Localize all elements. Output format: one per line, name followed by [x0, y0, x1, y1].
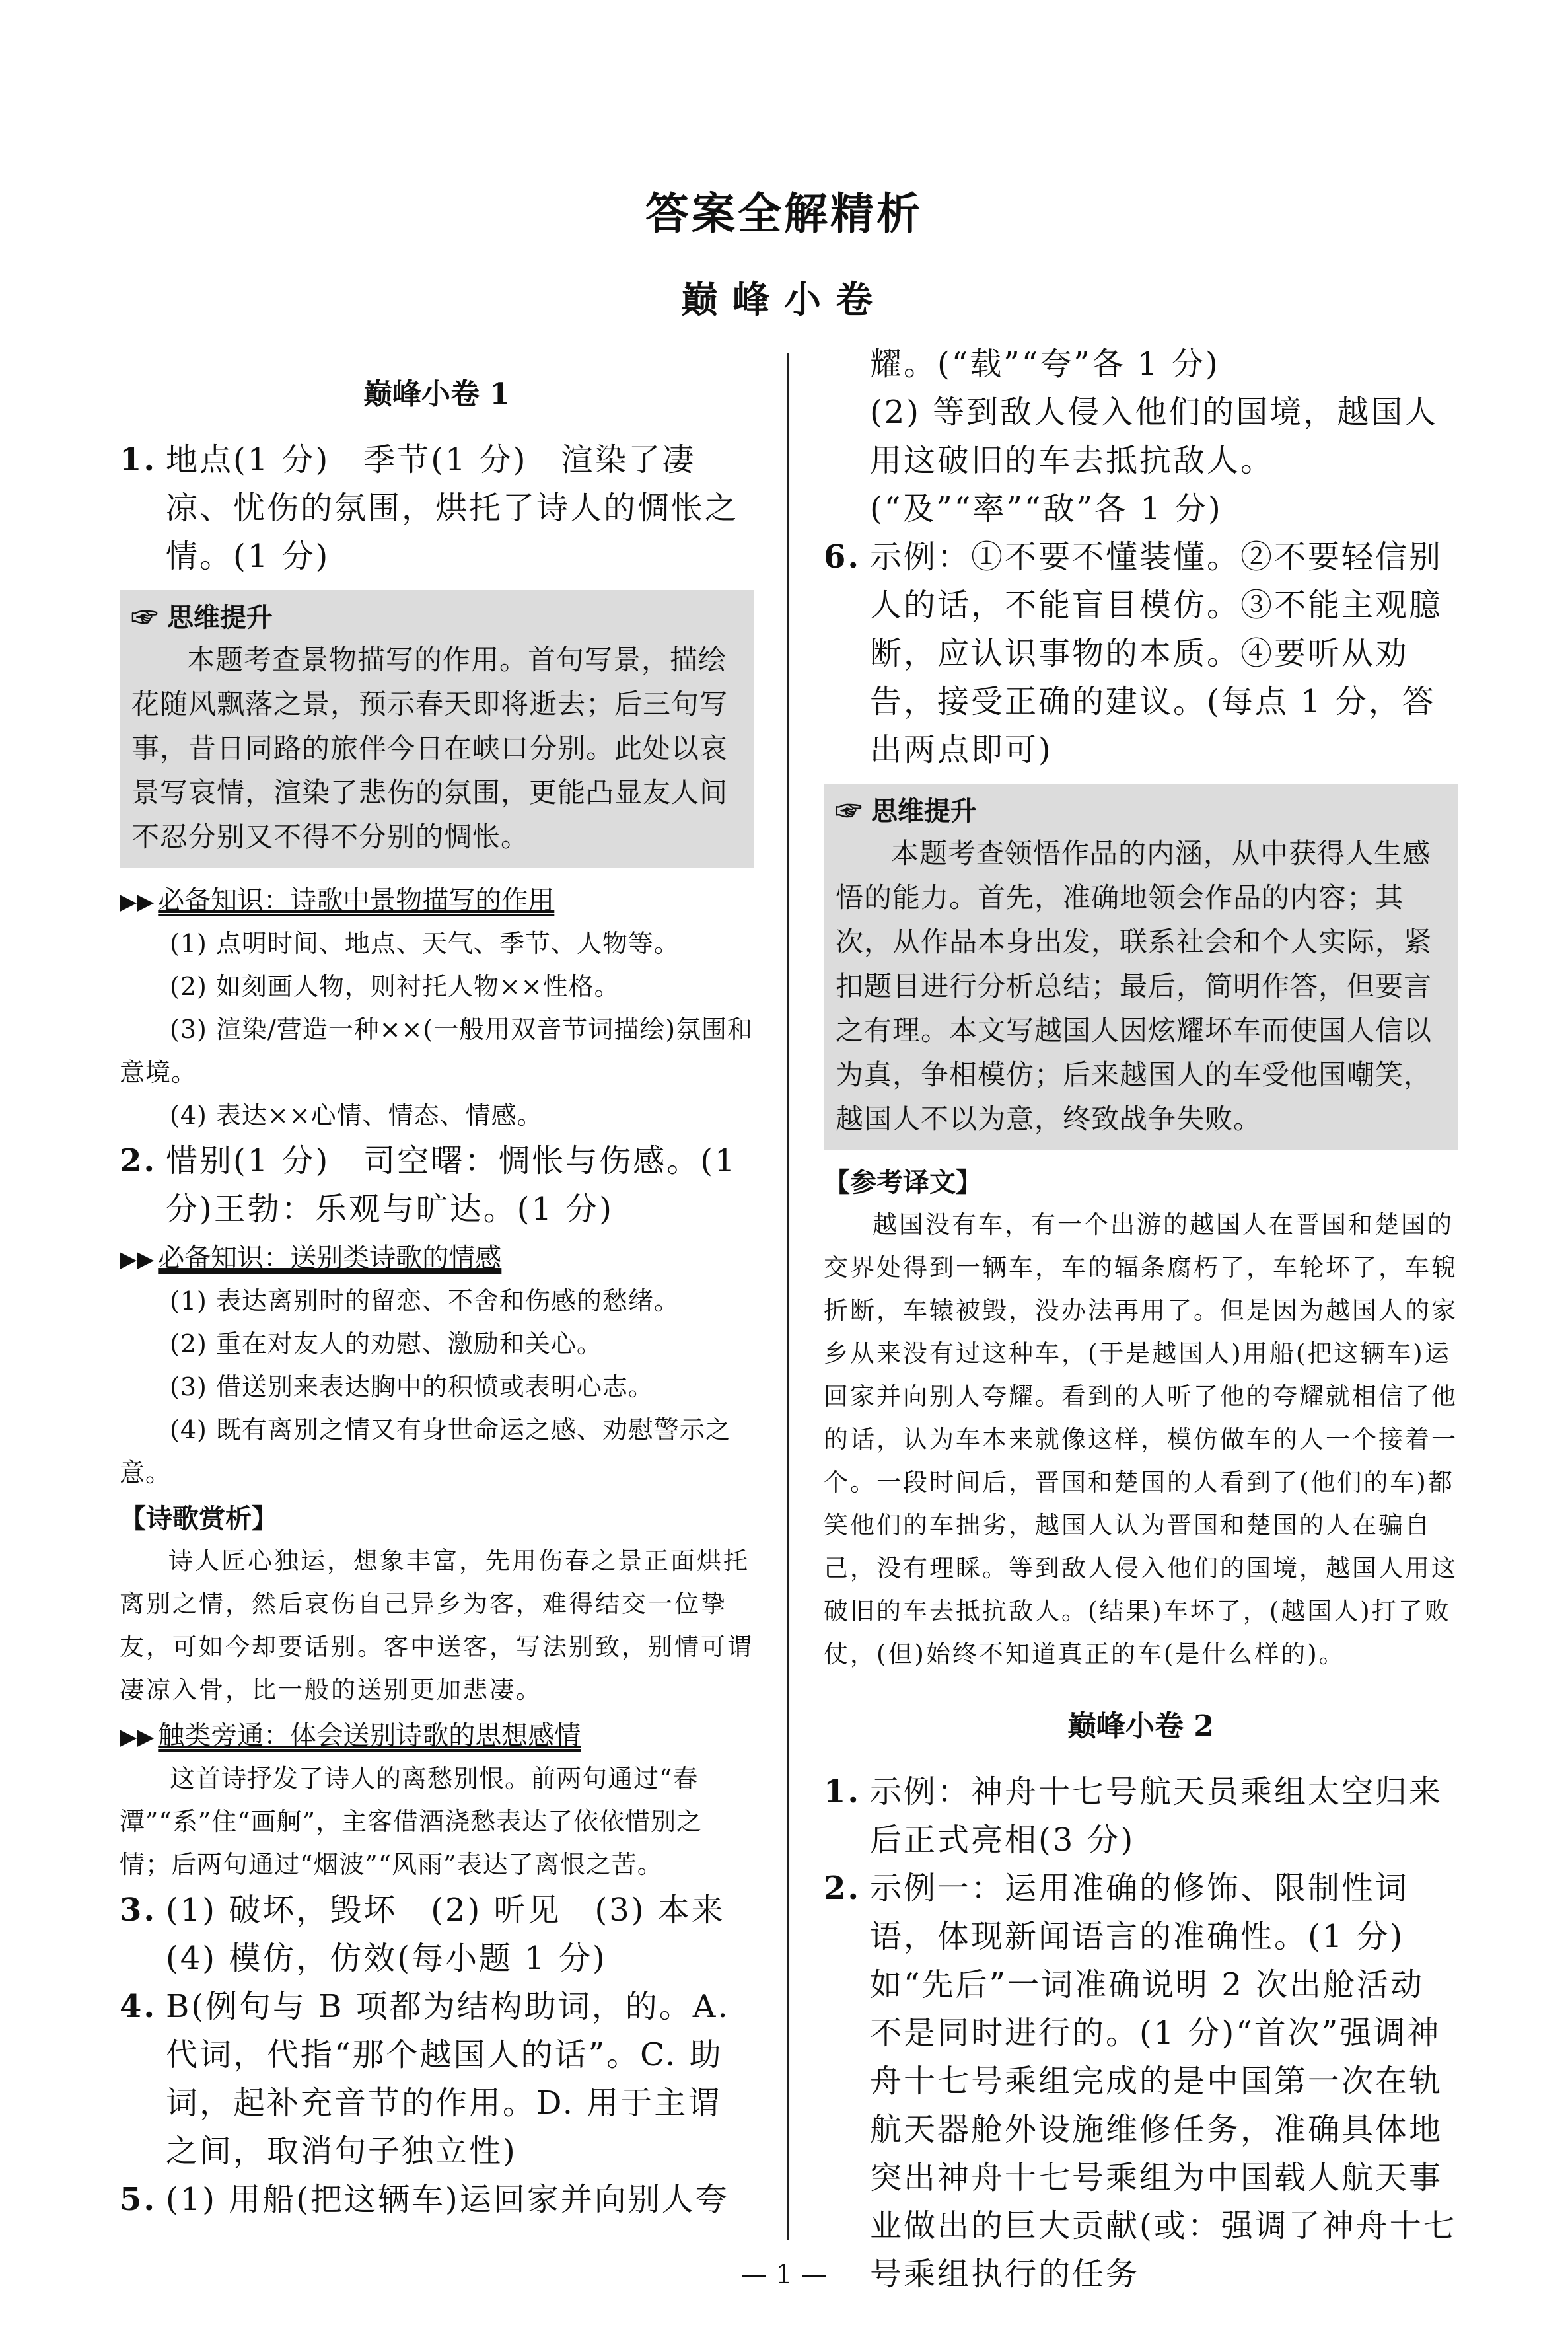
question-answer: [120, 1983, 754, 2176]
question-number: 2.: [120, 1142, 157, 1179]
paper-heading: 巅峰小卷 2: [1067, 1709, 1214, 1743]
question-answer: [120, 2176, 754, 2224]
answer-text: 示例：①不要不懂装懂。②不要轻信别人的话，不能盲目模仿。③不能主观臆断，应认识事物的本质。④要听从劝告，接受正确的建议。(每点 1 分，答出两点即可): [870, 538, 1443, 768]
knowledge-header: [120, 1237, 754, 1280]
question-answer: [120, 1137, 754, 1234]
thinking-box-text: 本题考查景物描写的作用。首句写景，描绘花随风飘落之景，预示春天即将逝去；后三句写事，昔日同路的旅伴今日在峡口分别。此处以哀景写哀情，渲染了悲伤的氛围，更能凸显友人间不忍分别又不得不分别的惆怅。: [131, 644, 729, 853]
knowledge-item: (1) 表达离别时的留恋、不舍和伤感的愁绪。: [170, 1286, 680, 1315]
question-number: 5.: [120, 2181, 157, 2218]
answer-continuation: (2) 等到敌人侵入他们的国境，越国人用这破旧的车去抵抗敌人。(“及”“率”“敌”各 1 分): [870, 394, 1439, 527]
thinking-box-title: [836, 792, 1447, 831]
thumb-icon: ☞: [131, 602, 167, 633]
knowledge-title: 触类旁通：体会送别诗歌的思想感情: [158, 1720, 581, 1751]
answer-text: 惜别(1 分) 司空曙：惆怅与伤感。(1 分)王勃：乐观与旷达。(1 分): [166, 1142, 737, 1228]
knowledge-item: (1) 点明时间、地点、天气、季节、人物等。: [170, 929, 680, 958]
question-answer: [120, 1886, 759, 1983]
question-number: 1.: [824, 1773, 861, 1810]
paragraph: 诗人匠心独运，想象丰富，先用伤春之景正面烘托离别之情，然后哀伤自己异乡为客，难得结交一位挚友，可如今却要话别。客中送客，写法别致，别情可谓凄凉入骨，比一般的送别更加悲凄。: [120, 1547, 754, 1704]
thinking-box: [824, 784, 1458, 1150]
knowledge-header: [120, 880, 754, 922]
page-title: 答案全解精析: [645, 188, 923, 239]
knowledge-item: (4) 既有离别之情又有身世命运之感、劝慰警示之意。: [120, 1415, 731, 1487]
paper-heading: 巅峰小卷 1: [363, 377, 510, 411]
paragraph: 越国没有车，有一个出游的越国人在晋国和楚国的交界处得到一辆车，车的辐条腐朽了，车轮坏了，车𫐐折断，车辕被毁，没办法再用了。但是因为越国人的家乡从来没有过这种车，(于是越国人)用船(把这辆车)运回家并向别人夸耀。看到的人听了他的夸耀就相信了他的话，认为车本来就像这样，模仿做车的人一个接着一个。一段时间后，晋国和楚国的人看到了(他们的车)都笑他们的车拙劣，越国人认为晋国和楚国的人在骗自己，没有理睬。等到敌人侵入他们的国境，越国人用这破旧的车去抵抗敌人。(结果)车坏了，(越国人)打了败仗，(但)始终不知道真正的车(是什么样的)。: [824, 1210, 1458, 1668]
question-answer: [824, 533, 1458, 774]
question-answer: [824, 1864, 1458, 2299]
section-title: 巅峰小卷: [681, 278, 887, 322]
answer-text: 示例一：运用准确的修饰、限制性词语，体现新闻语言的准确性。(1 分)如“先后”一词准确说明 2 次出舱活动不是同时进行的。(1 分)“首次”强调神舟十七号乘组完成的是中国第一次在轨航天器舱外设施维修任务，准确具体地突出神舟十七号乘组为中国载人航天事业做出的巨大贡献(或：强调了神舟十七号乘组执行的任务: [870, 1870, 1457, 2293]
knowledge-item: (3) 渲染/营造一种××(一般用双音节词描绘)氛围和意境。: [120, 1015, 754, 1087]
thinking-box: [120, 590, 754, 868]
answer-text: (1) 破坏，毁坏 (2) 听见 (3) 本来 (4) 模仿，仿效(每小题 1 分): [166, 1892, 759, 1977]
knowledge-item: (2) 重在对友人的劝慰、激励和关心。: [170, 1329, 602, 1358]
page-number: — 1 —: [740, 2260, 828, 2290]
knowledge-header: [120, 1715, 754, 1757]
question-number: 1.: [120, 441, 157, 478]
knowledge-item: (4) 表达××心情、情态、情感。: [170, 1101, 543, 1130]
answer-text: (1) 用船(把这辆车)运回家并向别人夸: [166, 2181, 729, 2218]
knowledge-title: 必备知识：送别类诗歌的情感: [158, 1243, 502, 1273]
knowledge-item: (3) 借送别来表达胸中的积愤或表明心志。: [170, 1372, 654, 1401]
thinking-box-text: 本题考查领悟作品的内涵，从中获得人生感悟的能力。首先，准确地领会作品的内容；其次，从作品本身出发，联系社会和个人实际，紧扣题目进行分析总结；最后，简明作答，但要言之有理。本文写越国人因炫耀坏车而使国人信以为真，争相模仿；后来越国人的车受他国嘲笑，越国人不以为意，终致战争失败。: [836, 837, 1433, 1135]
thinking-box-title: [131, 598, 743, 638]
double-arrow-icon: ▶▶: [120, 889, 155, 915]
knowledge-title: 必备知识：诗歌中景物描写的作用: [158, 885, 555, 916]
answer-text: 地点(1 分) 季节(1 分) 渲染了凄凉、忧伤的氛围，烘托了诗人的惆怅之情。(1 分): [166, 441, 739, 575]
question-answer: [120, 436, 754, 581]
question-answer: [824, 1768, 1458, 1864]
thinking-box-label: 思维提升: [166, 602, 273, 633]
question-number: 4.: [120, 1988, 157, 2025]
question-number: 6.: [824, 538, 861, 575]
question-number: 2.: [824, 1870, 861, 1907]
answer-text: 示例：神舟十七号航天员乘组太空归来后正式亮相(3 分): [870, 1773, 1443, 1859]
answer-continuation: 耀。(“载”“夸”各 1 分): [870, 346, 1220, 383]
double-arrow-icon: ▶▶: [120, 1246, 155, 1273]
knowledge-item: 这首诗抒发了诗人的离愁别恨。前两句通过“春潭”“系”住“画舸”，主客借酒浇愁表达了依依惜别之情；后两句通过“烟波”“风雨”表达了离恨之苦。: [120, 1764, 703, 1879]
thinking-box-label: 思维提升: [871, 795, 977, 827]
section-tag: 【参考译文】: [824, 1167, 982, 1198]
knowledge-item: (2) 如刻画人物，则衬托人物××性格。: [170, 972, 620, 1001]
question-number: 3.: [120, 1892, 157, 1929]
thumb-icon: ☞: [836, 795, 871, 827]
left-column: [120, 344, 759, 2224]
section-tag: 【诗歌赏析】: [120, 1503, 278, 1534]
answer-text: B(例句与 B 项都为结构助词，的。A. 代词，代指“那个越国人的话”。C. 助词，起补充音节的作用。D. 用于主谓之间，取消句子独立性): [166, 1988, 730, 2170]
double-arrow-icon: ▶▶: [120, 1724, 155, 1750]
column-divider: [787, 353, 789, 2240]
right-column: [824, 340, 1458, 2299]
